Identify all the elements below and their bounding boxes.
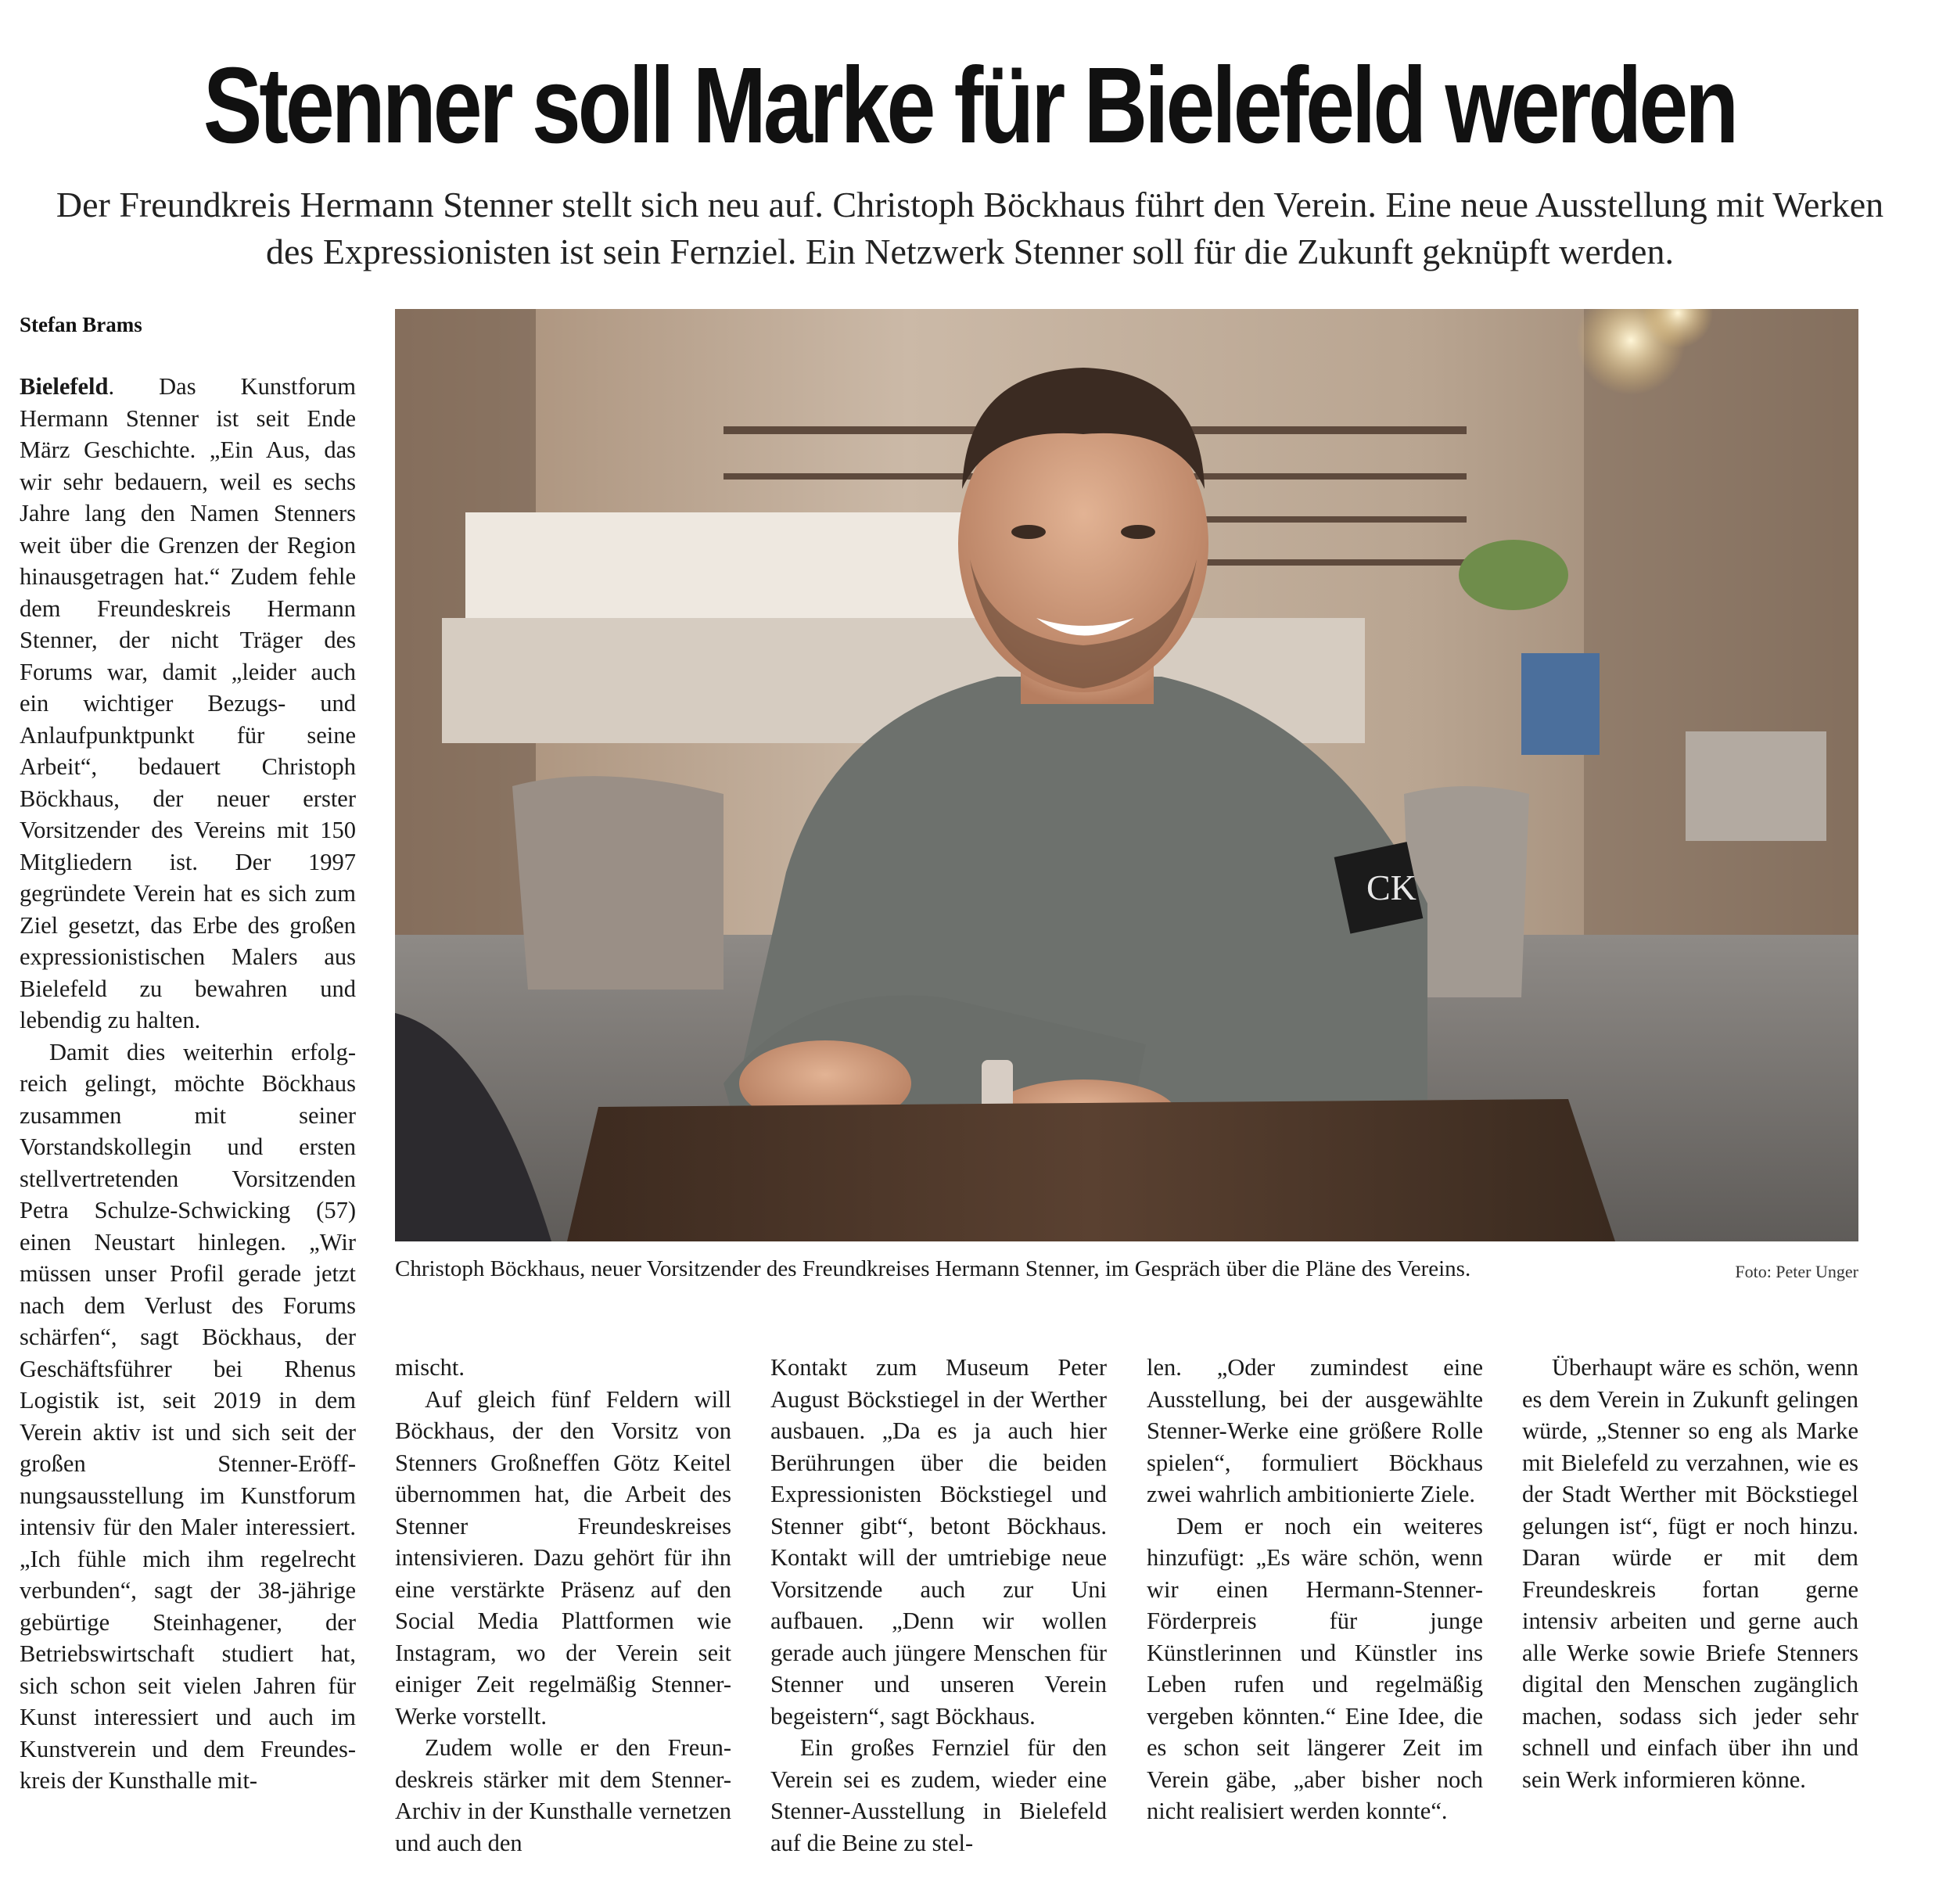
paragraph: Auf gleich fünf Feldern will Böckhaus, der den Vorsitz von Stenners Großneffen Götz Keitel übernommen hat, die Arbeit des Stenner Freundeskreises intensivieren. Dazu gehört für ihn eine verstärkte Präsenz auf den Social Media Plattformen wie Instagram, wo der Verein seit einiger Zeit regelmäßig Stenner-Werke vorstellt. [395,1385,731,1730]
article-photo [395,309,1858,1241]
text-column-3 [770,1352,1107,1859]
paragraph: Kontakt zum Museum Peter August Böckstiegel in der Werther ausbauen. „Da es ja auch hier Berührungen über die beiden Expressionisten Böckstiegel und Stenner gibt“, betont Böckhaus. Kontakt will der umtriebige neue Vorsitzende auch zur Uni aufbauen. „Denn wir wollen gerade auch jüngere Menschen für Stenner und unseren Verein begeistern“, sagt Böckhaus. [770,1354,1107,1730]
headline: Stenner soll Marke für Bielefeld werden [203,45,1736,166]
paragraph: mischt. [395,1354,465,1381]
photo-credit: Foto: Peter Unger [1735,1262,1858,1281]
dateline: Bielefeld [20,373,109,400]
paragraph: Ein großes Fernziel für den Verein sei es zudem, wieder eine Stenner-Ausstellung in Bielefeld auf die Beine zu stel- [770,1734,1107,1856]
photo-caption: Christoph Böckhaus, neuer Vorsitzender des Freundkreises Hermann Stenner, im Gespräch über die Pläne des Vereins. [395,1256,1471,1281]
paragraph [20,371,356,1036]
paragraph: Damit dies weiterhin erfolgreich gelingt, möchte Böckhaus zusammen mit seiner Vorstandskollegin und ersten stellvertretenden Vorsitzenden Petra Schulze-Schwicking (57) einen Neustart hinlegen. „Wir müssen unser Profil gerade jetzt nach dem Verlust des Forums schärfen“, sagt Böckhaus, der Geschäftsführer bei Rhenus Logistik ist, seit 2019 in dem Verein aktiv ist und sich seit der großen Stenner-Eröffnungsausstellung im Kunstforum intensiv für den Maler interessiert. „Ich fühle mich ihm regelrecht verbunden“, sagt der 38-jährige gebürtige Steinhagener, der Betriebswirtschaft studiert hat, sich schon seit vielen Jahren für Kunst interessiert und auch im Kunstverein und dem Freundeskreis der Kunsthalle mit- [20,1038,356,1794]
paragraph: Überhaupt wäre es schön, wenn es dem Verein in Zukunft gelingen würde, „Stenner so eng als Marke mit Bielefeld zu verzahnen, wie es der Stadt Werther mit Böckstiegel gelungen ist“, fügt er noch hinzu. Daran würde er mit dem Freundeskreis fortan gerne intensiv arbeiten und gerne auch alle Werke sowie Briefe Stenners digital den Menschen zugänglich machen, sodass sich jeder sehr schnell und einfach über ihn und sein Werk informieren könne. [1522,1354,1858,1793]
text-column-5 [1522,1352,1858,1795]
paragraph: Zudem wolle er den Freundeskreis stärker mit dem Stenner-Archiv in der Kunsthalle vernetzen und auch den [395,1734,731,1856]
author-byline: Stefan Brams [20,313,142,336]
text-column-2 [395,1352,731,1859]
paragraph: Dem er noch ein weiteres hinzufügt: „Es wäre schön, wenn wir einen Hermann-Stenner-Förderpreis für junge Künstlerinnen und Künstler ins Leben rufen und regelmäßig vergeben könnten.“ Eine Idee, die es schon seit längerer Zeit im Verein gäbe, „aber bisher noch nicht realisiert werden konnte“. [1147,1512,1483,1824]
paragraph-text: . Das Kunstforum Hermann Stenner ist seit Ende März Geschichte. „Ein Aus, das wir sehr bedauern, weil es sechs Jahre lang den Namen Stenners weit über die Grenzen der Region hinausgetragen hat.“ Zudem fehle dem Freundeskreis Hermann Stenner, der nicht Träger des Forums war, damit „leider auch ein wichtiger Bezugs- und Anlaufpunktpunkt für seine Arbeit“, bedauert Christoph Böckhaus, der neuer erster Vorsitzender des Vereins mit 150 Mitgliedern ist. Der 1997 gegründete Verein hat es sich zum Ziel gesetzt, das Erbe des großen expressionistischen Malers aus Bielefeld zu bewahren und lebendig zu halten. [20,373,356,1033]
text-column-1 [20,371,356,1797]
paragraph: len. „Oder zumindest eine Ausstellung, bei der ausgewählte Stenner-Werke eine größere Rolle spielen“, formuliert Böckhaus zwei wahrlich ambitionierte Ziele. [1147,1354,1483,1507]
subheadline: Der Freundkreis Hermann Stenner stellt sich neu auf. Christoph Böckhaus führt den Verein. Eine neue Ausstellung mit Werken des Expressionisten ist sein Fernziel. Ein Netzwerk Stenner soll für die Zukunft geknüpft werden. [56,185,1884,271]
sleeve-logo: CK [1366,868,1417,907]
text-column-4 [1147,1352,1483,1827]
